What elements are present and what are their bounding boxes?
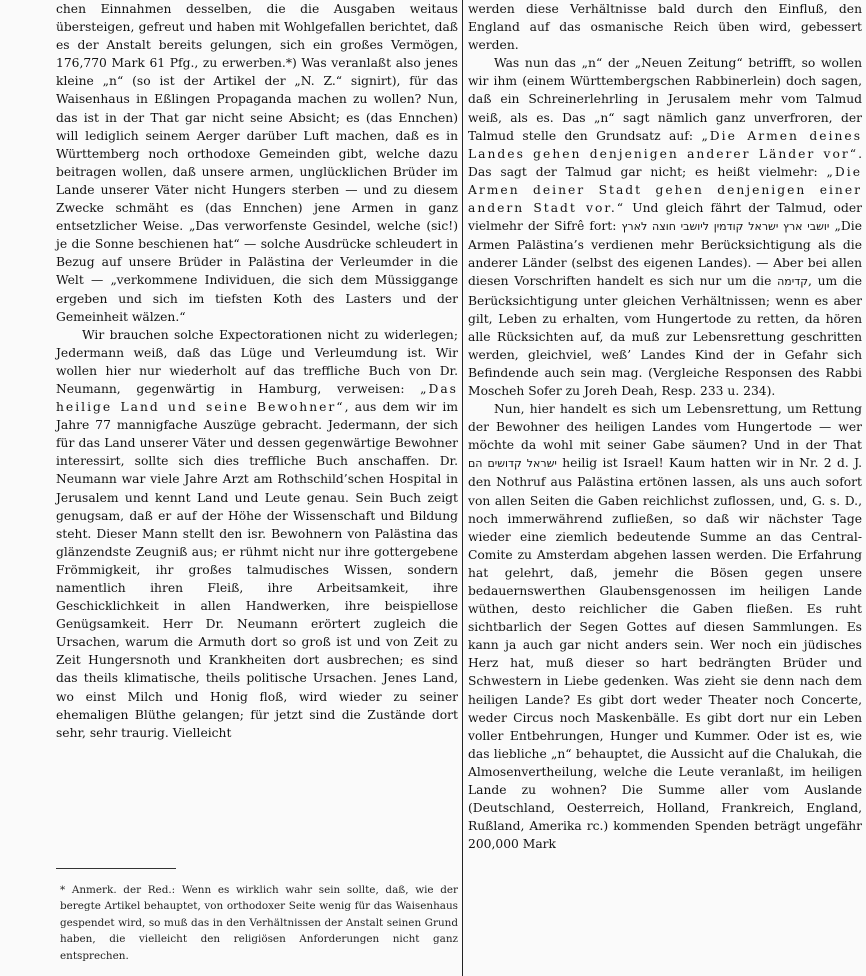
right-paragraph-2-text-a: Was nun das „n“ der „Neuen Zeitung“ betrifft, so wollen wir ihm (einem Württembergschen Rabbinerlein) doch sagen, daß ein Schreinerlehrling in Jerusalem mehr vom Talmud weiß, als es. Das „n“ sagt nämlich ganz unverfroren, der Talmud stelle den Grundsatz auf:: [468, 56, 862, 143]
hebrew-phrase-1: יושבי ארץ ישראל קודמין ליושבי חוצה לארץ: [621, 220, 830, 234]
right-paragraph-2-text-e: , um die Berücksichtigung unter gleichen Verhältnissen; wenn es aber gilt, Leben zu erhalten, vom Hungertode zu retten, da hören alle Rücksichten auf, da muß zur Lebensrettung geschritten werden, gleichviel, weß’ Landes Kind der in Gefahr sich Befindende auch sein mag. (Vergleiche Responsen des Rabbi Moscheh Sofer zu Joreh Deah, Resp. 233 u. 234).: [468, 274, 862, 398]
right-paragraph-2: [468, 54, 862, 400]
left-paragraph-2-text-b: , aus dem wir im Jahre 77 mannigfache Auszüge gebracht. Jedermann, der sich für das Land unserer Väter und dessen gegenwärtige Bewohner interessirt, sollte sich dies treffliche Buch anschaffen. Dr. Neumann war viele Jahre Arzt am Rothschild’schen Hospital in Jerusalem und kennt Land und Leute genau. Sein Buch zeigt genugsam, daß er auf der Höhe der Wissenschaft und Bildung steht. Dieser Mann stellt den isr. Bewohnern von Palästina das glänzendste Zeugniß aus; er rühmt nicht nur ihre gottergebene Frömmigkeit, ihr großes talmudisches Wissen, sondern namentlich ihren Fleiß, ihre Arbeitsamkeit, ihre Geschicklichkeit in allen Handwerken, ihre beispiellose Genügsamkeit. Herr Dr. Neumann erörtert zugleich die Ursachen, warum die Armuth dort so groß ist und von Zeit zu Zeit Hungersnoth und Krankheiten dort ausbrechen; es sind das theils klimatische, theils politische Ursachen. Jenes Land, wo einst Milch und Honig floß, wird wieder zu seiner ehemaligen Blüthe gelangen; für jetzt sind die Zustände dort sehr, sehr traurig. Vielleicht: [56, 400, 458, 740]
hebrew-phrase-2: קדימה: [777, 275, 809, 289]
hebrew-phrase-3: ישראל קדושים הם: [468, 457, 557, 471]
left-paragraph-2-text-a: Wir brauchen solche Expectorationen nicht zu widerlegen; Jedermann weiß, daß das Lüge und Verleumdung ist. Wir wollen hier nur wiederholt auf das treffliche Buch von Dr. Neumann, gegenwärtig in Hamburg, verweisen:: [56, 327, 458, 396]
talmud-quote-2: „Die Armen deiner Stadt gehen denjenigen einer andern Stadt vor.“: [468, 164, 862, 216]
book-title: „Das heilige Land und seine Bewohner“: [56, 381, 458, 415]
editor-footnote: * Anmerk. der Red.: Wenn es wirklich wahr sein sollte, daß, wie der beregte Artikel behauptet, von orthodoxer Seite wenig für das Waisenhaus gespendet wird, so muß das in den Verhältnissen der Anstalt seinen Grund haben, die vielleicht den religiösen Anforderungen nicht ganz entsprechen.: [60, 884, 458, 962]
footnote-rule: [56, 868, 176, 869]
left-paragraph-2: [56, 326, 458, 742]
right-paragraph-2-text-d: „Die Armen Palästina’s verdienen mehr Berücksichtigung als die anderer Länder (selbst des eigenen Landes). — Aber bei allen diesen Vorschriften handelt es sich nur um die: [468, 219, 862, 289]
talmud-quote-1: „Die Armen deines Landes gehen denjenigen anderer Länder vor“: [468, 128, 863, 161]
right-column: [468, 0, 866, 853]
right-paragraph-3-text-a: Nun, hier handelt es sich um Lebensrettung, um Rettung der Bewohner des heiligen Landes vom Hungertode — wer möchte da wohl mit seiner Gabe säumen? Und in der That: [468, 402, 862, 453]
left-column: [56, 0, 458, 742]
right-paragraph-3: [468, 400, 862, 853]
right-paragraph-2-text-b: . Das sagt der Talmud gar nicht; es heißt vielmehr:: [468, 146, 862, 179]
right-paragraph-1: werden diese Verhältnisse bald durch den Einfluß, den England auf das osmanische Reich üben wird, gebessert werden.: [468, 2, 862, 53]
column-divider: [462, 0, 463, 976]
right-paragraph-2-text-c: Und gleich fährt der Talmud, oder vielmehr der Sifrê fort:: [468, 201, 862, 234]
right-paragraph-3-text-b: heilig ist Israel! Kaum hatten wir in Nr. 2 d. J. den Nothruf aus Palästina ertönen lassen, als uns auch sofort von allen Seiten die Gaben reichlichst zuflossen, und, G. s. D., noch immerwährend zufließen, so daß wir nächster Tage wieder eine ziemlich bedeutende Summe an das Central-Comite zu Amsterdam abgehen lassen werden. Die Erfahrung hat gelehrt, daß, jemehr die Bösen gegen unsere bedauernswerthen Glaubensgenossen im heiligen Lande wüthen, desto reichlicher die Gaben fließen. Es ruht sichtbarlich der Segen Gottes auf diesen Sammlungen. Es kann ja auch gar nicht anders sein. Wer noch ein jüdisches Herz hat, muß dieser so hart bedrängten Brüder und Schwestern in Liebe gedenken. Was zieht sie denn nach dem heiligen Lande? Es gibt dort weder Theater noch Concerte, weder Circus noch Maskenbälle. Es gibt dort nur ein Leben voller Entbehrungen, Hunger und Kummer. Oder ist es, wie das liebliche „n“ behauptet, die Aussicht auf die Chalukah, die Almosenvertheilung, welche die Leute veranlaßt, im heiligen Lande zu wohnen? Die Summe aller vom Auslande (Deutschland, Oesterreich, Holland, Frankreich, England, Rußland, Amerika rc.) kommenden Spenden beträgt ungefähr 200,000 Mark: [468, 456, 863, 852]
left-paragraph-1: chen Einnahmen desselben, die die Ausgaben weitaus übersteigen, gefreut und haben mit Wohlgefallen berichtet, daß es der Anstalt bereits gelungen, sich ein großes Vermögen, 176,770 Mark 61 Pfg., zu erwerben.*) Was veranlaßt also jenes kleine „n“ (so ist der Artikel der „N. Z.“ signirt), für das Waisenhaus in Eßlingen Propaganda machen zu wollen? Nun, das ist in der That gar nicht seine Absicht; es (das Ennchen) will lediglich seinem Aerger darüber Luft machen, daß es in Württemberg noch orthodoxe Gemeinden gibt, welche dazu beitragen wollen, daß unsere armen, unglücklichen Brüder im Lande unserer Väter nicht Hungers sterben — und zu diesem Zwecke schmäht es (das Ennchen) jene Armen in ganz entsetzlicher Weise. „Das verworfenste Gesindel, welche (sic!) je die Sonne beschienen hat“ — solche Ausdrücke schleudert in Bezug auf unsere Brüder in Palästina der Verleumder in die Welt — „verkommene Individuen, die sich dem Müssiggange ergeben und sich im tiefsten Koth des Lasters und der Gemeinheit wälzen.“: [56, 2, 458, 324]
